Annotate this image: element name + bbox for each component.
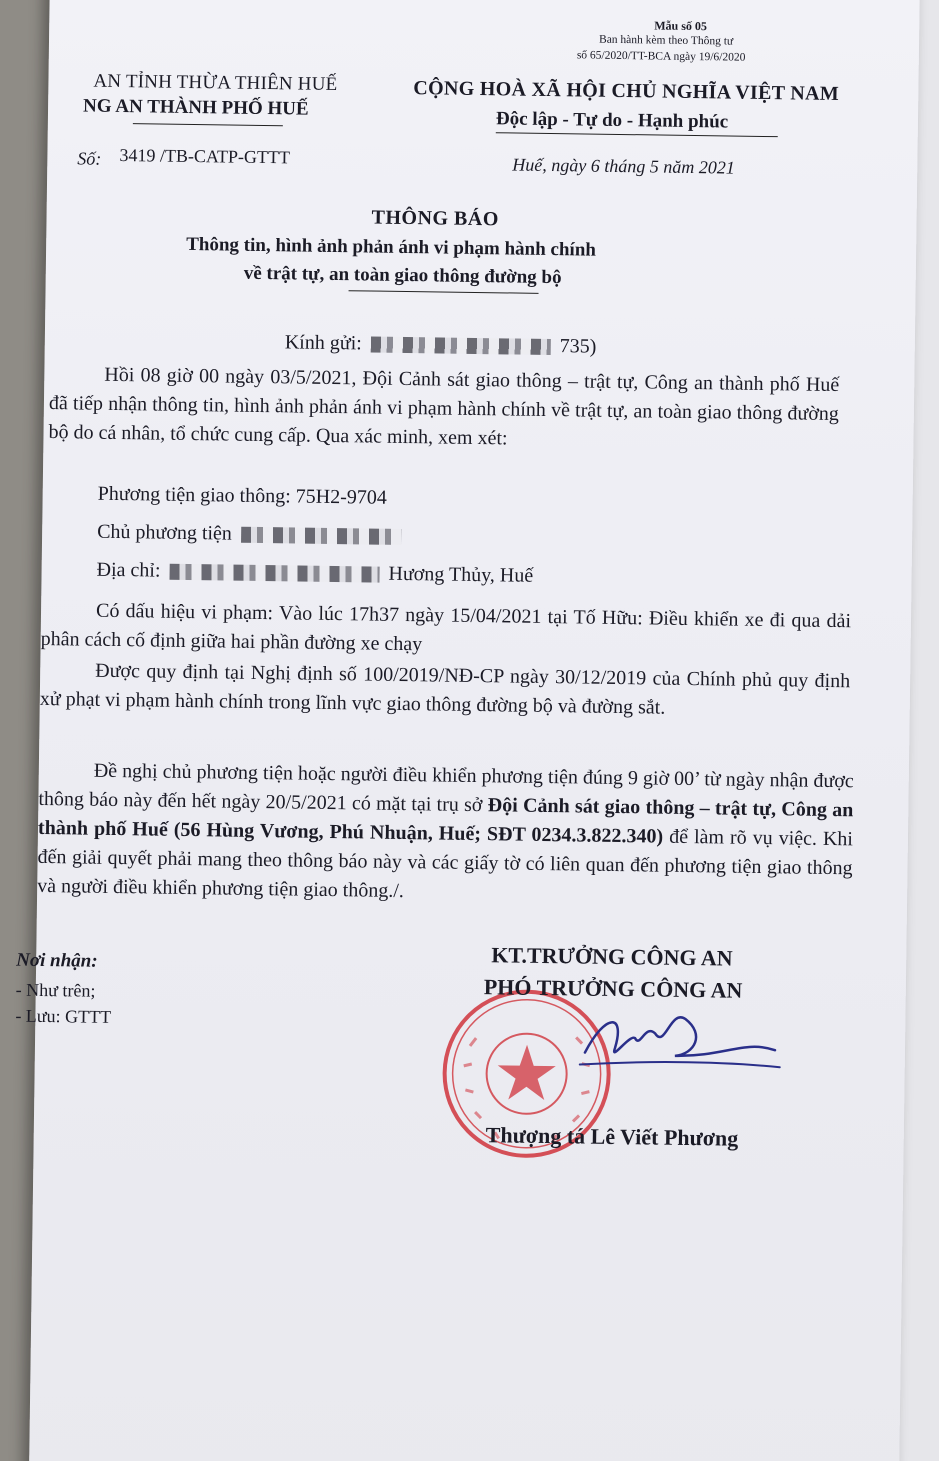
redacted-owner [241, 527, 401, 545]
signature-title-line1: KT.TRƯỞNG CÔNG AN [491, 942, 733, 971]
doc-number-label: Số: [77, 148, 102, 169]
owner-label: Chủ phương tiện [97, 520, 233, 545]
address-suffix: Hương Thủy, Huế [388, 562, 534, 587]
greeting [285, 331, 597, 358]
request-text-a: Đề nghị chủ phương tiện hoặc người điều khiển phương tiện đúng 9 giờ 00’ từ ngày nhận được thông báo này đến hết ngày 20/5/2021 có mặt tại trụ sở [38, 759, 854, 817]
form-note-line1: Ban hành kèm theo Thông tư [598, 33, 734, 48]
motto: Độc lập - Tự do - Hạnh phúc [495, 108, 729, 133]
form-number: Mẫu số 05 [654, 18, 708, 34]
request-text-b: để làm rõ vụ việc. Khi đến giải quyết phải mang theo thông báo này và các giấy tờ có liên quan đến phương tiện giao thông và người điều khiển phương tiện giao thông./. [37, 825, 854, 903]
owner-line [97, 521, 405, 548]
vehicle-line: Phương tiện giao thông: 75H2-9704 [97, 482, 388, 509]
violation-paragraph [40, 596, 851, 665]
recipients-label: Nơi nhận: [16, 949, 98, 972]
greeting-label: Kính gửi: [284, 331, 362, 355]
intro-paragraph [48, 360, 839, 458]
signer-name: Thượng tá Lê Viết Phương [485, 1122, 739, 1151]
signature-title-line2: PHÓ TRƯỞNG CÔNG AN [483, 974, 743, 1003]
form-note-line2: số 65/2020/TT-BCA ngày 19/6/2020 [576, 49, 746, 64]
violation-text: Có dấu hiệu vi phạm: Vào lúc 17h37 ngày 15/04/2021 tại Tố Hữu: Điều khiển xe đi qua dải phân cách cố định giữa hai phần đường xe chạy [40, 599, 852, 656]
request-paragraph [37, 756, 854, 912]
regulation-text: Được quy định tại Nghị định số 100/2019/NĐ-CP ngày 30/12/2019 của Chính phủ quy định xử phạt vi phạm hành chính trong lĩnh vực giao thông đường bộ và đường sắt. [39, 659, 851, 719]
doc-number: 3419 /TB-CATP-GTTT [119, 144, 291, 168]
greeting-suffix: 735) [559, 335, 597, 358]
request-office-bold: Đội Cảnh sát giao thông – trật tự, Công an thành phố Huế (56 Hùng Vương, Phú Nhuận, Huế; SĐT 0234.3.822.340) [37, 794, 854, 848]
address-label: Địa chỉ: [96, 558, 161, 582]
intro-text: Hồi 08 giờ 00 ngày 03/5/2021, Đội Cảnh sát giao thông – trật tự, Công an thành phố Huế đã tiếp nhận thông tin, hình ảnh phản ánh vi phạm hành chính về trật tự, an toàn giao thông đường bộ do cá nhân, tổ chức cung cấp. Qua xác minh, xem xét: [48, 363, 840, 450]
agency-parent: AN TỈNH THỪA THIÊN HUẾ [93, 70, 338, 96]
agency-name: NG AN THÀNH PHỐ HUẾ [82, 95, 309, 120]
nation-title: CỘNG HOÀ XÃ HỘI CHỦ NGHĨA VIỆT NAM [413, 77, 840, 106]
redacted-recipient [371, 337, 551, 356]
regulation-paragraph [40, 656, 851, 725]
place-date: Huế, ngày 6 tháng 5 năm 2021 [512, 154, 735, 178]
motto-underline [496, 132, 778, 137]
document-title: THÔNG BÁO [371, 206, 500, 231]
redacted-address [169, 564, 379, 583]
agency-underline [133, 123, 283, 126]
recipient-item: - Lưu: GTTT [15, 1005, 112, 1027]
document-page [15, 0, 919, 1461]
document-subtitle-line2: về trật tự, an toàn giao thông đường bộ [243, 262, 562, 289]
address-line [96, 559, 533, 588]
document-subtitle-line1: Thông tin, hình ảnh phản ánh vi phạm hành chính [186, 233, 597, 261]
recipient-item: - Như trên; [15, 979, 96, 1001]
subtitle-underline [349, 290, 539, 294]
handwritten-signature [575, 992, 786, 1085]
